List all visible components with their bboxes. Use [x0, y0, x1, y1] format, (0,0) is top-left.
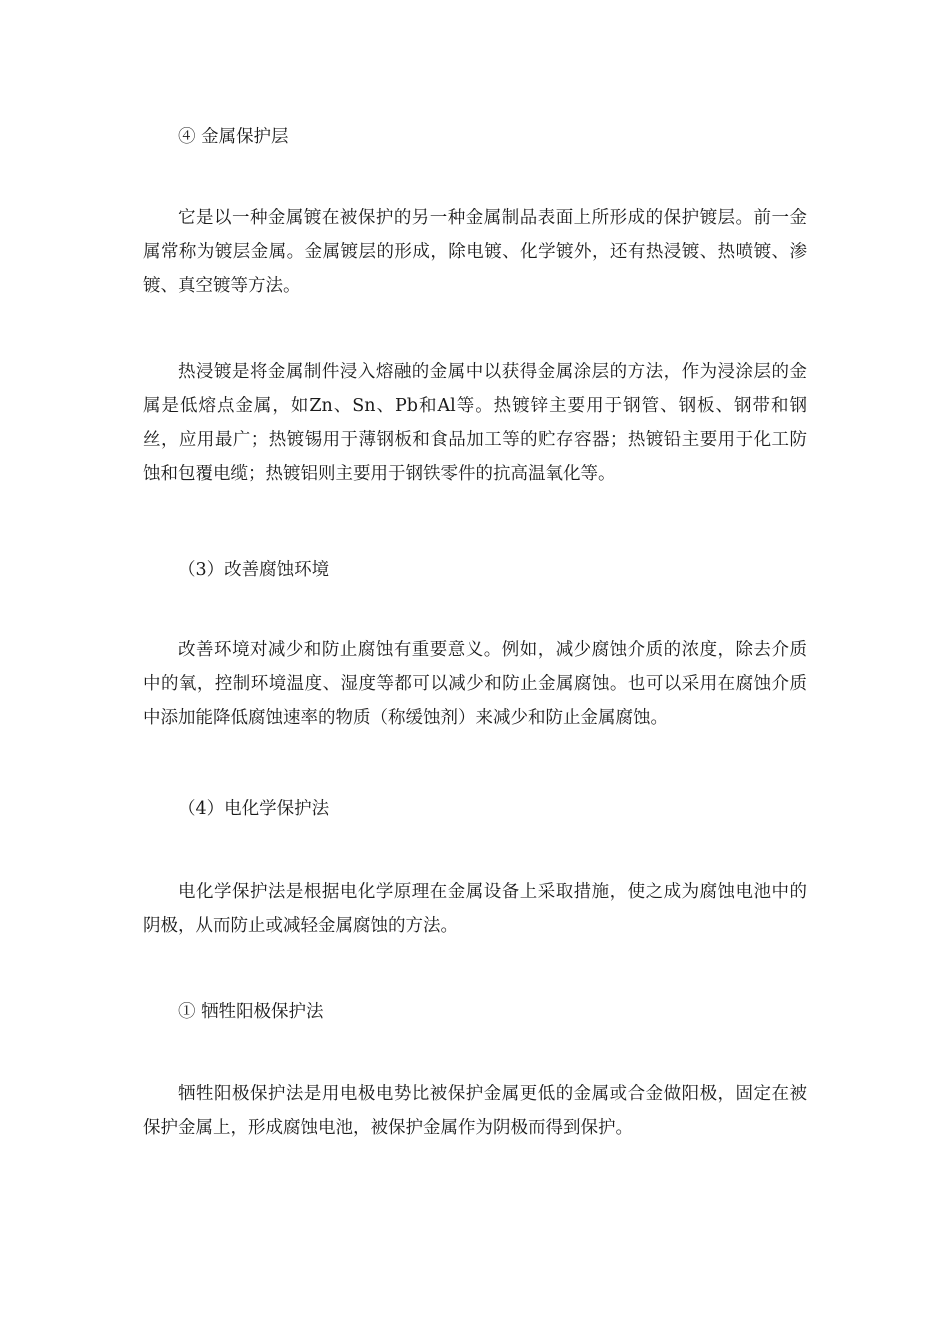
paragraph-metal-coating: 它是以一种金属镀在被保护的另一种金属制品表面上所形成的保护镀层。前一金属常称为镀层金属。金属镀层的形成，除电镀、化学镀外，还有热浸镀、热喷镀、渗镀、真空镀等方法。: [143, 208, 807, 296]
heading-electrochemical-protection: （4）电化学保护法: [178, 799, 330, 819]
paragraph-electrochemical-protection: 电化学保护法是根据电化学原理在金属设备上采取措施，使之成为腐蚀电池中的阴极，从而防止或减轻金属腐蚀的方法。: [143, 882, 807, 936]
paragraph-improve-environment: 改善环境对减少和防止腐蚀有重要意义。例如，减少腐蚀介质的浓度，除去介质中的氧，控制环境温度、湿度等都可以减少和防止金属腐蚀。也可以采用在腐蚀介质中添加能降低腐蚀速率的物质（称缓蚀剂）来减少和防止金属腐蚀。: [143, 640, 807, 728]
paragraph-hot-dip-plating: 热浸镀是将金属制件浸入熔融的金属中以获得金属涂层的方法，作为浸涂层的金属是低熔点金属，如Zn、Sn、Pb和Al等。热镀锌主要用于钢管、钢板、钢带和钢丝，应用最广；热镀锡用于薄钢板和食品加工等的贮存容器；热镀铅主要用于化工防蚀和包覆电缆；热镀铝则主要用于钢铁零件的抗高温氧化等。: [143, 362, 807, 484]
heading-metal-protective-layer: ④ 金属保护层: [178, 127, 289, 147]
heading-improve-corrosion-environment: （3）改善腐蚀环境: [178, 560, 330, 580]
heading-sacrificial-anode: ① 牺牲阳极保护法: [178, 1002, 324, 1022]
paragraph-sacrificial-anode: 牺牲阳极保护法是用电极电势比被保护金属更低的金属或合金做阳极，固定在被保护金属上，形成腐蚀电池，被保护金属作为阴极而得到保护。: [143, 1084, 807, 1138]
